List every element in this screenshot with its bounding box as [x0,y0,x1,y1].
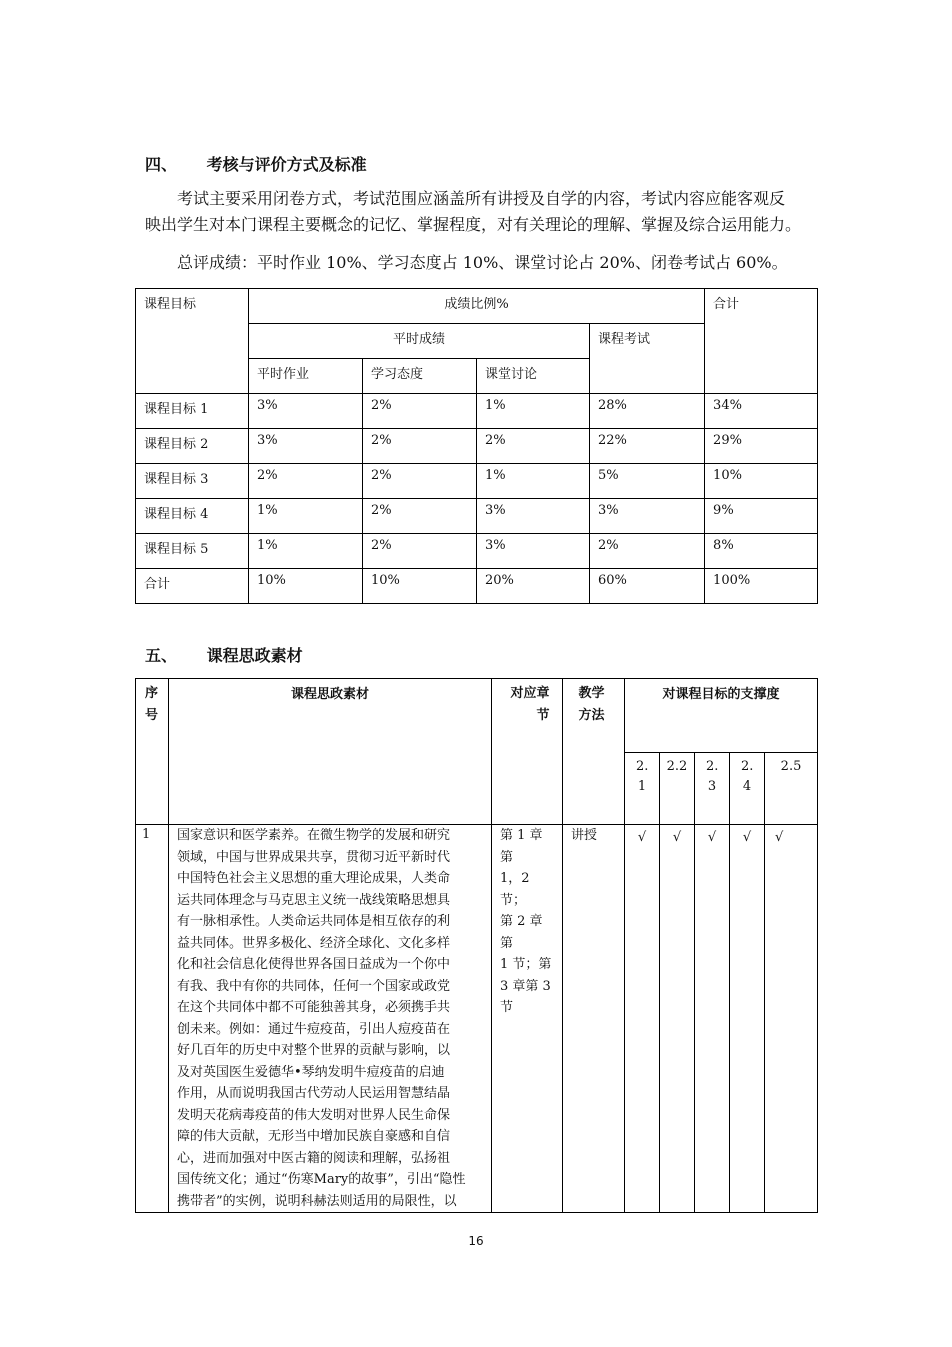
objective-col-label: 2.1 [636,759,649,794]
cell-exam: 5% [590,464,705,499]
support-mark: √ [625,825,660,1213]
chapter-line: 3 章第 3 [500,978,551,994]
objective-col [625,753,660,825]
cell-homework: 1% [249,499,363,534]
cell-homework: 10% [249,569,363,604]
row-label: 课程目标 1 [136,394,249,429]
cell-discussion: 3% [477,499,590,534]
table-row [136,429,818,464]
cell-total: 100% [705,569,818,604]
grade-ratio-table [135,288,818,604]
cell-total: 29% [705,429,818,464]
cell-exam: 2% [590,534,705,569]
section4-number: 四、 [145,155,178,174]
cell-homework: 1% [249,534,363,569]
objective-col-label: 2.3 [706,759,719,794]
objective-col-label: 2.5 [780,759,802,774]
table-row-total [136,569,818,604]
header-chapter-text: 对应章节 [510,686,550,723]
chapter-line: 1，2 节； [500,871,530,908]
table-row [136,825,818,1213]
support-mark: √ [765,825,818,1213]
chapter-line: 第 1 章第 [500,828,543,865]
header-discussion: 课堂讨论 [477,359,590,394]
row-label: 课程目标 3 [136,464,249,499]
material-line: 及对英国医生爱德华•琴纳发明牛痘疫苗的启迪 [177,1064,445,1080]
cell-total: 8% [705,534,818,569]
header-total: 合计 [705,289,818,394]
material-line: 创未来。例如：通过牛痘疫苗，引出人痘疫苗在 [177,1021,451,1037]
cell-exam: 28% [590,394,705,429]
table-row [136,534,818,569]
chapter-line: 第 2 章第 [500,914,543,951]
material-line: 有一脉相承性。人类命运共同体是相互依存的利 [177,914,451,929]
material-line: 有我、我中有你的共同体，任何一个国家或政党 [177,978,451,994]
material-line: 国传统文化；通过“伤寒Mary的故事”，引出“隐性 [177,1172,466,1187]
header-chapter [492,679,563,825]
row-seq: 1 [136,825,169,1213]
table-row [136,499,818,534]
header-attitude: 学习态度 [363,359,477,394]
header-regular: 平时成绩 [249,324,590,359]
material-line: 在这个共同体中都不可能独善其身，必须携手共 [177,1000,451,1015]
section5-title: 课程思政素材 [206,646,303,665]
row-label: 课程目标 4 [136,499,249,534]
objective-col [695,753,730,825]
cell-discussion: 1% [477,394,590,429]
cell-exam: 60% [590,569,705,604]
cell-attitude: 2% [363,429,477,464]
table-row [136,394,818,429]
support-mark: √ [695,825,730,1213]
material-line: 发明天花病毒疫苗的伟大发明对世界人民生命保 [177,1107,451,1123]
objective-col [765,753,818,825]
cell-discussion: 20% [477,569,590,604]
section4-title: 考核与评价方式及标准 [206,155,367,174]
cell-discussion: 3% [477,534,590,569]
material-line: 作用，从而说明我国古代劳动人民运用智慧结晶 [177,1086,451,1101]
cell-total: 10% [705,464,818,499]
table-row [136,464,818,499]
header-exam: 课程考试 [590,324,705,394]
ideology-material-table [135,678,818,1213]
row-label: 课程目标 5 [136,534,249,569]
objective-col [730,753,765,825]
chapter-line: 节 [500,1000,514,1015]
cell-exam: 22% [590,429,705,464]
cell-attitude: 2% [363,534,477,569]
section5-heading [145,643,303,666]
material-line: 障的伟大贡献，无形当中增加民族自豪感和自信 [177,1129,451,1144]
section4-heading [145,152,367,175]
header-homework: 平时作业 [249,359,363,394]
material-line: 好几百年的历史中对整个世界的贡献与影响，以 [177,1043,451,1058]
row-material [169,825,492,1213]
section4-paragraph1-line1: 考试主要采用闭卷方式，考试范围应涵盖所有讲授及自学的内容，考试内容应能客观反 [177,189,786,208]
material-text [177,825,483,1212]
header-seq [136,679,169,825]
header-method-text: 教学方法 [578,686,605,723]
header-material: 课程思政素材 [169,679,492,825]
header-method [563,679,625,825]
cell-discussion: 2% [477,429,590,464]
row-chapter [492,825,563,1213]
cell-attitude: 10% [363,569,477,604]
material-line: 益共同体。世界多极化、经济全球化、文化多样 [177,935,451,951]
support-mark: √ [730,825,765,1213]
material-line: 国家意识和医学素养。在微生物学的发展和研究 [177,828,451,843]
header-seq-text: 序号 [145,686,159,723]
material-line: 携带者”的实例，说明科赫法则适用的局限性，以 [177,1193,457,1209]
chapter-text [500,825,554,1019]
cell-attitude: 2% [363,499,477,534]
material-line: 运共同体理念与马克思主义统一战线策略思想具 [177,892,451,908]
cell-homework: 3% [249,394,363,429]
cell-exam: 3% [590,499,705,534]
section4-paragraph2: 总评成绩：平时作业 10%、学习态度占 10%、课堂讨论占 20%、闭卷考试占 60%。 [177,253,788,272]
objective-col [660,753,695,825]
material-line: 心，进而加强对中医古籍的阅读和理解，弘扬祖 [177,1150,451,1166]
chapter-line: 1 节；第 [500,957,552,972]
section4-paragraph1-line2: 映出学生对本门课程主要概念的记忆、掌握程度，对有关理论的理解、掌握及综合运用能力。 [145,215,802,234]
row-method: 讲授 [563,825,625,1213]
material-line: 化和社会信息化使得世界各国日益成为一个你中 [177,957,451,972]
cell-attitude: 2% [363,464,477,499]
material-line: 中国特色社会主义思想的重大理论成果，人类命 [177,871,451,886]
material-line: 领域，中国与世界成果共享，贯彻习近平新时代 [177,849,451,865]
objective-col-label: 2.2 [666,759,688,774]
cell-attitude: 2% [363,394,477,429]
cell-total: 9% [705,499,818,534]
cell-discussion: 1% [477,464,590,499]
cell-total: 34% [705,394,818,429]
page-number: 16 [468,1234,484,1248]
objective-col-label: 2.4 [741,759,754,794]
support-mark: √ [660,825,695,1213]
header-support: 对课程目标的支撑度 [625,679,818,753]
cell-homework: 3% [249,429,363,464]
section5-number: 五、 [145,646,178,665]
row-label: 课程目标 2 [136,429,249,464]
cell-homework: 2% [249,464,363,499]
row-label: 合计 [136,569,249,604]
header-objective: 课程目标 [136,289,249,394]
header-ratio: 成绩比例% [249,289,705,324]
